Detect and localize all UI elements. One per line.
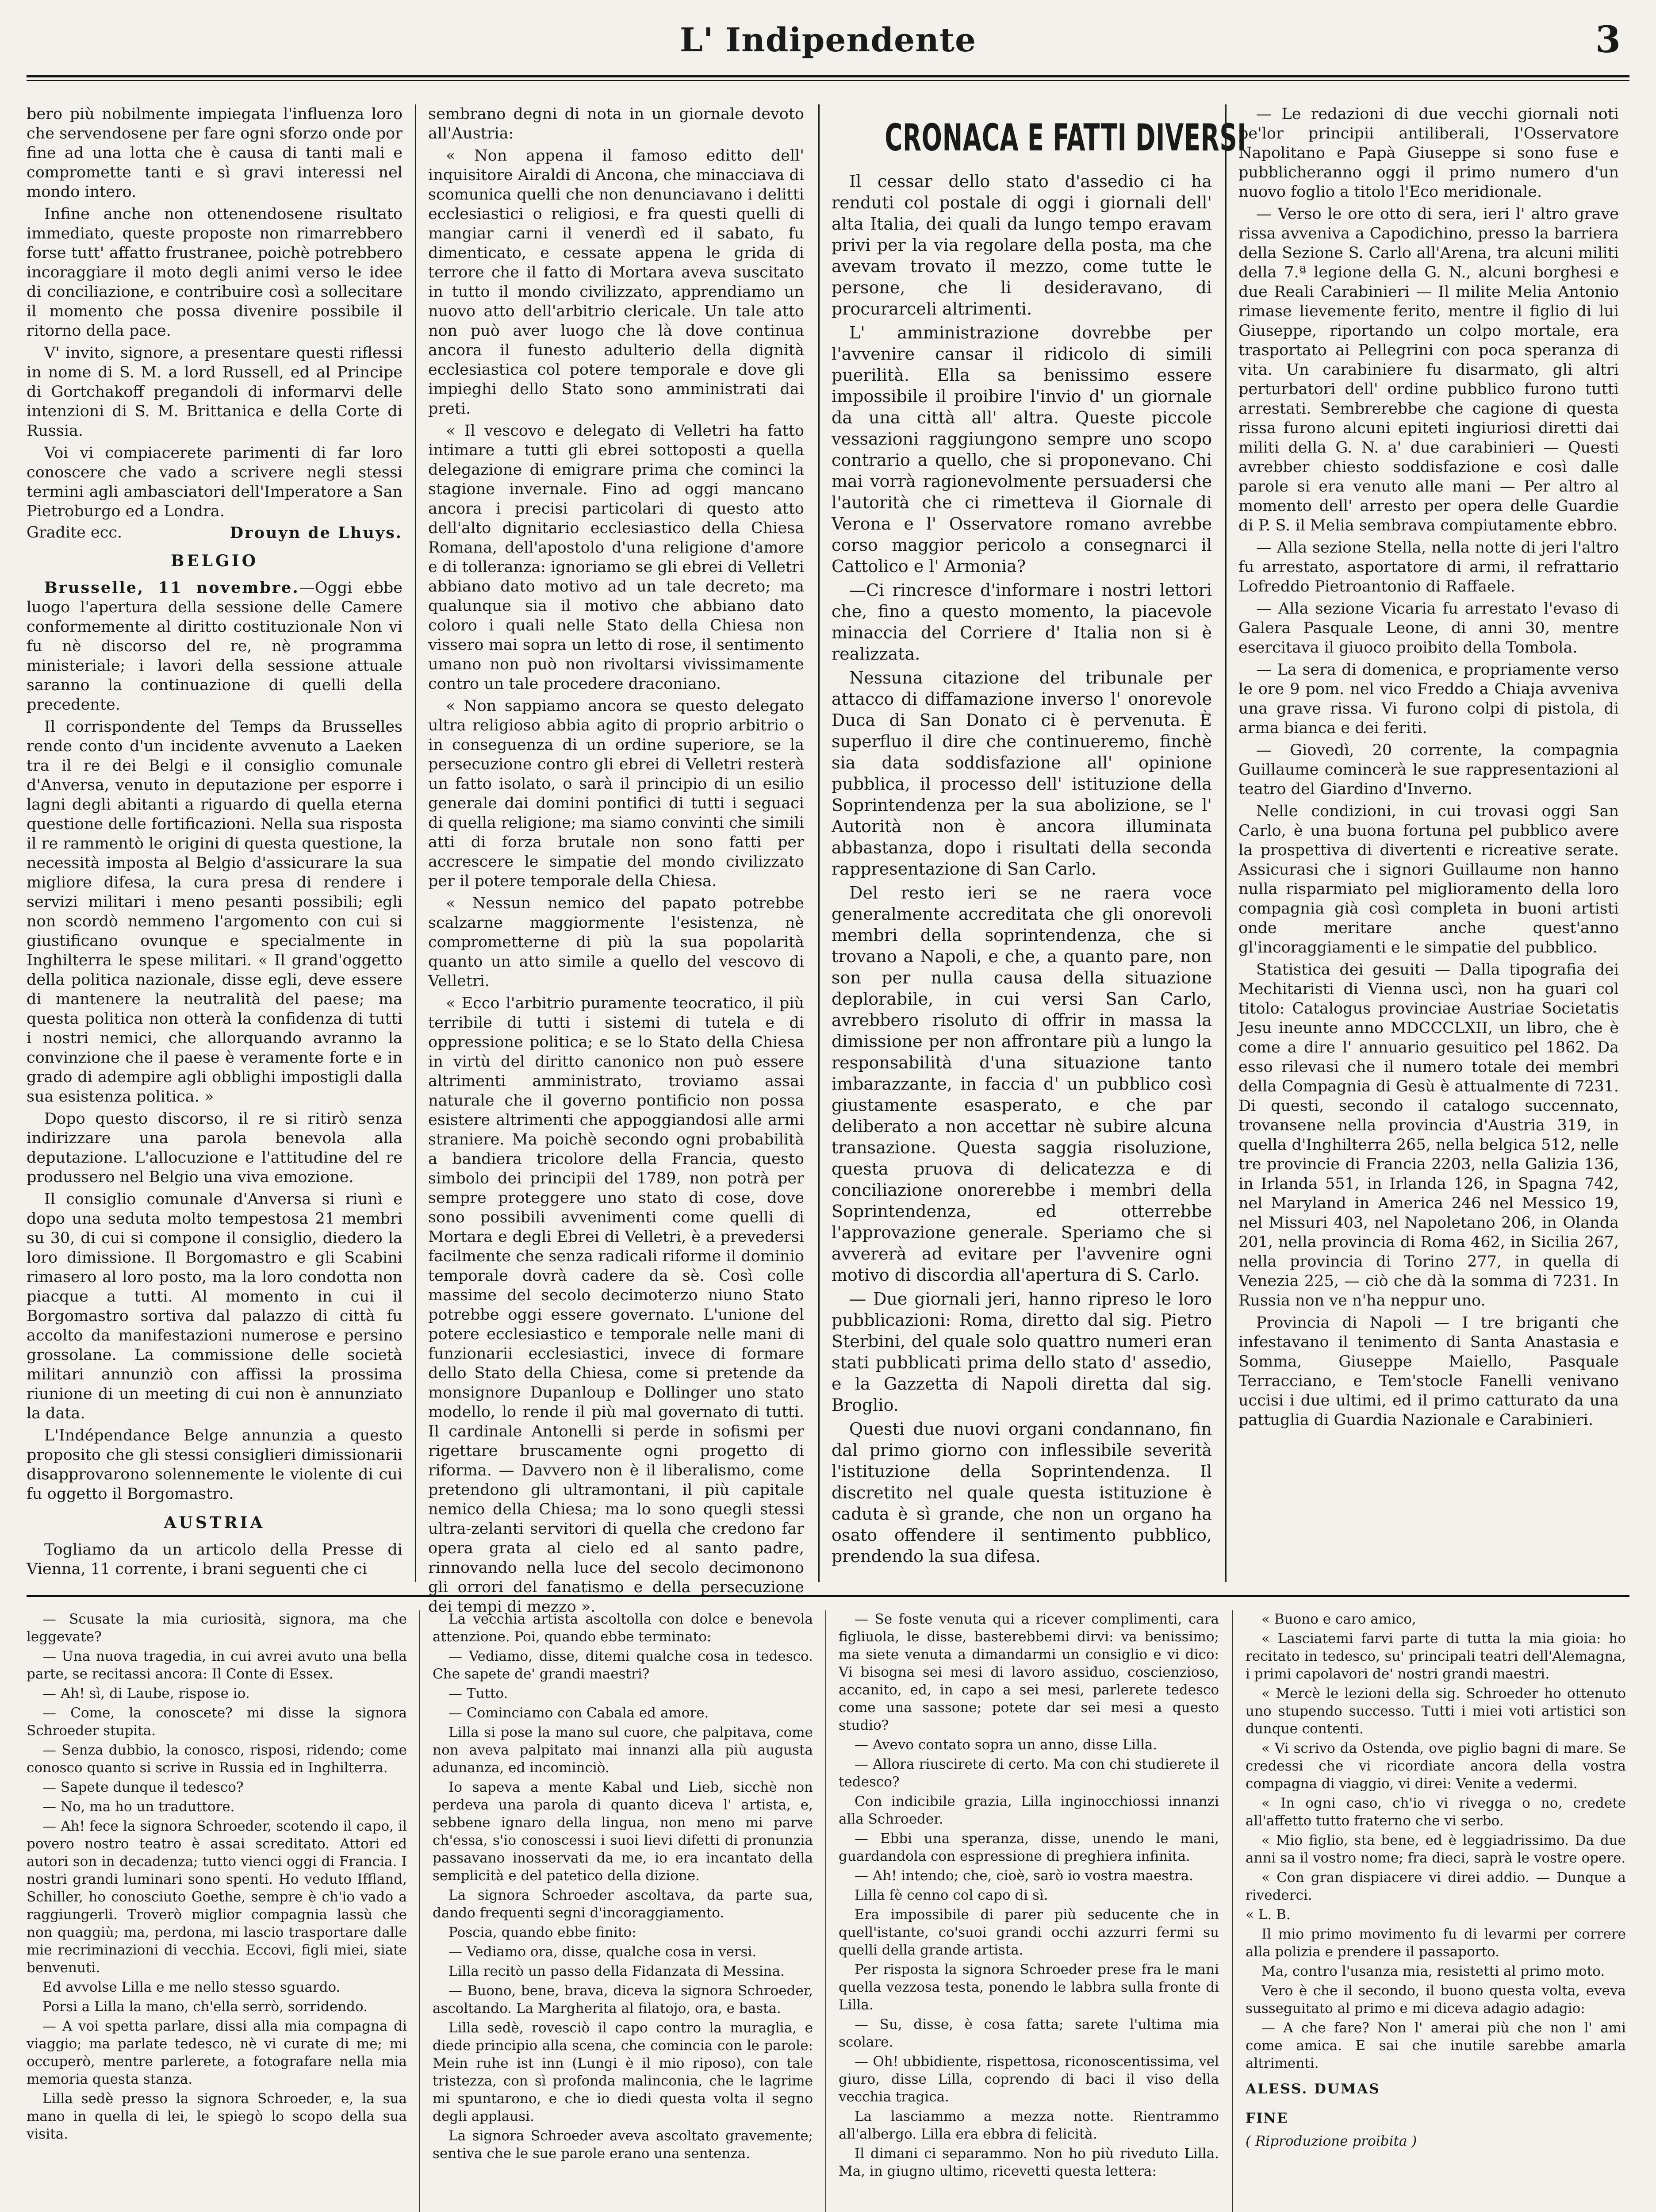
paragraph: Statistica dei gesuiti — Dalla tipografia dei Mechitaristi di Vienna uscì, non ha guari col titolo: Catalogus provinciae Austriae Societatis Jesu ineunte anno MDCCCLXII, un libro, che è come a dire l' annuario gesuitico pel 1862. Da esso rilevasi che il numero totale dei membri della Compagnia di Gesù è attualmente di 7231. Di questi, secondo il catalogo succennato, trovansene nella provincia d'Austria 319, in quella d'Inghilterra 265, nella belgica 512, nelle tre provincie di Francia 2203, nella Galizia 136, in Irlanda 551, in Irlanda 126, in Spagna 742, nel Maryland in America 246 nel Messico 19, nel Missuri 403, nel Napoletano 206, in Olanda 201, nella provincia di Roma 462, in Sicilia 267, nella provincia di Torino 277, in quella di Venezia 225, — ciò che dà la somma di 7231. In Russia non ve n'ha neppur uno. <box>1238 961 1619 1310</box>
paragraph: « Buono e caro amico, <box>1261 1611 1416 1627</box>
paragraph: « Mio figlio, sta bene, ed è leggiadrissimo. Da due anni sa il vostro nome; fra dieci, saprà le vostre opere. <box>1246 1832 1626 1866</box>
paragraph: — Ah! intendo; che, cioè, sarò io vostra maestra. <box>855 1868 1193 1884</box>
paragraph: Nelle condizioni, in cui trovasi oggi San Carlo, è una buona fortuna pel pubblico avere la prospettiva di divertenti e ricreative serate. Assicurasi che i signori Guillaume non hanno nulla risparmiato pel miglioramento della loro compagnia già così completa in buoni artisti onde meritare anche quest'anno gl'incoraggiamenti e le simpatie del pubblico. <box>1238 803 1619 956</box>
paragraph: Infine anche non ottenendosene risultato immediato, queste proposte non rimarrebbero forse tutt' affatto frustranee, poichè potrebbero incoraggiare il moto degli animi verso le idee di conciliazione, e contribuire così a sollecitare il momento che possa divenire possibile il ritorno della pace. <box>27 205 402 340</box>
upper-section <box>27 104 1629 1616</box>
paragraph: — Vediamo ora, disse, qualche cosa in versi. <box>448 1944 757 1960</box>
paragraph: — Ebbi una speranza, disse, unendo le mani, guardandola con espressione di preghiera infinita. <box>839 1831 1219 1864</box>
paragraph: — Allora riuscirete di certo. Ma con chi studierete il tedesco? <box>839 1756 1219 1790</box>
paragraph: — Tutto. <box>448 1686 508 1701</box>
paragraph: Ma, contro l'usanza mia, resistetti al primo moto. <box>1261 1963 1605 1979</box>
paragraph: L' amministrazione dovrebbe per l'avvenire cansar il ridicolo di simili puerilità. Ella sa benissimo essere impossibile il proibire l'invio d' un giornale da una città all' altra. Queste piccole vessazioni raggiungono sempre uno scopo contrario a quello, che si proponevano. Chi mai vorrà ragionevolmente persuadersi che l'autorità che ci rimetteva il Giornale di Verona e l' Osservatore romano avrebbe corso maggior pericolo a consegnarci il Cattolico e l' Armonia? <box>832 323 1212 576</box>
paragraph: — Le redazioni di due vecchi giornali noti pe'lor principii antiliberali, l'Osservatore Napolitano e Papà Giuseppe si sono fuse e pubblicheranno oggi il primo numero d'un nuovo foglio a titolo l'Eco meridionale. <box>1238 105 1619 201</box>
paragraph: La vecchia artista ascoltolla con dolce e benevola attenzione. Poi, quando ebbe terminato: <box>433 1611 813 1645</box>
paragraph: bero più nobilmente impiegata l'influenza loro che servendosene per fare ogni sforzo onde por fine ad una lotta che è causa di tanti mali e compromette tanti e sì gravi interessi nel mondo intero. <box>27 105 402 201</box>
paragraph: « Con gran dispiacere vi direi addio. — Dunque a rivederci. <box>1246 1870 1626 1903</box>
paragraph: L'Indépendance Belge annunzia a questo proposito che gli stessi consiglieri dimissionarii disapprovarono solennemente le violente di cui fu oggetto il Borgomastro. <box>27 1427 402 1503</box>
paragraph: « In ogni caso, ch'io vi rivegga o no, credete all'affetto tutto fraterno che vi serbo. <box>1246 1795 1626 1829</box>
paragraph: —Ci rincresce d'informare i nostri lettori che, fino a questo momento, la piacevole minaccia del Corriere d' Italia non si è realizzata. <box>832 580 1212 664</box>
column-divider <box>419 1610 420 2212</box>
paragraph <box>27 578 402 714</box>
paragraph: Con indicibile grazia, Lilla inginocchiossi innanzi alla Schroeder. <box>839 1793 1219 1827</box>
paragraph: « Non sappiamo ancora se questo delegato ultra religioso abbia agito di proprio arbitrio o in conseguenza di un ordine superiore, se la persecuzione contro gli ebrei di Velletri resterà un fatto isolato, o sarà il principio di un esilio generale dai domini pontifici di tutti i seguaci di quella religione; ma siamo convinti che simili atti di forza brutale non sono fatti per accrescere le simpatie del mondo civilizzato per il potere temporale della Chiesa. <box>428 697 804 890</box>
signature-line <box>27 524 402 542</box>
paragraph: Dopo questo discorso, il re si ritirò senza indirizzare una parola benevola alla deputazione. L'allocuzione e l'attitudine del re produssero nel Belgio una viva emozione. <box>27 1110 402 1186</box>
paragraph: — A voi spetta parlare, dissi alla mia compagna di viaggio; ma parlate tedesco, nè vi curate di me; mi occuperò, mentre parlerete, a fotografare nella mia memoria questa stanza. <box>27 2018 407 2087</box>
newspaper-page <box>27 18 1629 2212</box>
paragraph: Porsi a Lilla la mano, ch'ella serrò, sorridendo. <box>42 1999 368 2015</box>
paragraph: Io sapeva a mente Kabal und Lieb, sicchè non perdeva una parola di quanto diceva l' artista, e, sebbene ignaro della lingua, non meno mi parve ch'essa, s'io conoscessi i suoi lievi difetti di pronunzia passavano inosservati da me, io era incantato della semplicità e del patetico della dizione. <box>433 1779 813 1884</box>
paragraph: — Verso le ore otto di sera, ieri l' altro grave rissa avveniva a Capodichino, presso la barriera della Sezione S. Carlo all'Arena, tra alcuni militi della 7.ª legione della G. N., alcuni borghesi e due Reali Carabinieri — Il milite Melia Antonio rimase lievemente ferito, mentre il figlio di lui Giuseppe, riportando un colpo mortale, era trasportato ai Pellegrini con poca speranza di vita. Un carabiniere fu disarmato, gli altri perturbatori dell' ordine pubblico furono tutti arrestati. Sembrerebbe che cagione di questa rissa furono alcuni epiteti ingiuriosi diretti dai militi della G. N. a' due carabinieri — Questi avrebber chiesto soddisfazione e così dalle parole si era venuto alle mani — Per altro al momento dell' arresto per opera delle Guardie di P. S. il Melia sembrava compiutamente ebbro. <box>1238 205 1619 534</box>
paragraph: La signora Schroeder ascoltava, da parte sua, dando frequenti segni d'incoraggiamento. <box>433 1887 813 1921</box>
paragraph: Il cessar dello stato d'assedio ci ha renduti col postale di oggi i giornali dell' alta Italia, dei quali da lungo tempo eravam privi per la via regolare della posta, ma che avevam trovato il mezzo, come tutte le persone, che li desideravano, di procurarceli altrimenti. <box>832 172 1212 319</box>
feuilleton-column-2 <box>433 1610 813 2212</box>
paragraph: Voi vi compiacerete parimenti di far loro conoscere che vado a scrivere negli stessi termini agli ambasciatori dell'Imperatore a San Pietroburgo ed a Londra. <box>27 444 402 520</box>
paragraph: — Senza dubbio, la conosco, risposi, ridendo; come conosco quanto si scrive in Russia ed in Inghilterra. <box>27 1742 407 1776</box>
paragraph: Poscia, quando ebbe finito: <box>448 1924 636 1940</box>
end-marker: FINE <box>1246 2110 1288 2126</box>
dateline: Brusselle, 11 novembre. <box>44 579 299 597</box>
paragraph: — A che fare? Non l' amerai più che non l' ami come amica. E sai che inutile sarebbe amarla altrimenti. <box>1246 2020 1626 2071</box>
paragraph: Del resto ieri se ne raera voce generalmente accreditata che gli onorevoli membri della soprintendenza, che si trovano a Napoli, e che, a quanto pare, non son per nulla causa della situazione deplorabile, in cui versi San Carlo, avrebbero risoluto di offrir in massa la dimissione per non affrontare più a lungo la responsabilità d'una situazione tanto imbarazzante, in faccia d' un pubblico così giustamente esasperato, e che par deliberato a non accettar nè subire alcuna transazione. Questa saggia risoluzione, questa pruova di delicatezza e di conciliazione onorerebbe i membri della Soprintendenza, ed otterrebbe l'approvazione generale. Speriamo che si avvererà ad evitare per l'avvenire ogni motivo di discordia all'apertura di S. Carlo. <box>832 883 1212 1285</box>
signature: Drouyn de Lhuys. <box>230 524 402 542</box>
paragraph: « Il vescovo e delegato di Velletri ha fatto intimare a tutti gli ebrei sottoposti a quella delegazione di emigrare prima che cominci la stagione invernale. Fino ad oggi mancano ancora i precisi particolari di questo atto dell'alto dignitario ecclesiastico della Chiesa Romana, dell'apostolo d'una religione d'amore e di tolleranza: ignoriamo se gli ebrei di Velletri abbiano dato motivo ad un tale decreto; ma qualunque sia il motivo che abbiano dato coloro i quali nelle Stato della Chiesa non vissero mai sopra un letto di rose, il sentimento umano non può non rivoltarsi vivissimamente contro un tale procedere draconiano. <box>428 422 804 693</box>
paragraph: — Se foste venuta qui a ricever complimenti, cara figliuola, le disse, basterebbemi dirvi: va benissimo; ma siete venuta a dimandarmi un consiglio e vi dico: Vi bisogna sei mesi di lavoro assiduo, coscienzioso, accanito, ed, in capo a sei mesi, parlerete tedesco come una sassone; potete dar sei mesi a questo studio? <box>839 1611 1219 1733</box>
column-divider <box>825 1610 826 2212</box>
paragraph: — Oh! ubbidiente, rispettosa, riconoscentissima, vel giuro, disse Lilla, coprendo di baci il viso della vecchia tragica. <box>839 2054 1219 2105</box>
paragraph: — La sera di domenica, e propriamente verso le ore 9 pom. nel vico Freddo a Chiaja avveniva una grave rissa. Vi furono colpi di pistola, di arma bianca e dei feriti. <box>1238 661 1619 737</box>
paragraph: — Ah! sì, di Laube, rispose io. <box>42 1686 250 1701</box>
paragraph: Il consiglio comunale d'Anversa si riunì e dopo una seduta molto tempestosa 21 membri su 30, di cui si compone il consiglio, diedero la loro dimissione. Il Borgomastro e gli Scabini rimasero al loro posto, ma la loro condotta non piacque a tutti. Al momento in cui il Borgomastro sortiva dal palazzo di città fu accolto da manifestazioni numerose e persino grossolane. La commissione delle società militari annunziò con affissi la prossima riunione di un meeting di cui non è annunziato la data. <box>27 1190 402 1422</box>
paragraph: — Giovedì, 20 corrente, la compagnia Guillaume comincerà le sue rappresentazioni al teatro del Giardino d'Inverno. <box>1238 741 1619 798</box>
masthead-rule <box>27 75 1629 81</box>
column-divider <box>818 104 820 1582</box>
column-3 <box>832 104 1247 1582</box>
paragraph: — Due giornali jeri, hanno ripreso le loro pubblicazioni: Roma, diretto dal sig. Pietro Sterbini, del quale solo quattro numeri eran stati pubblicati prima dello stato d' assedio, e la Gazzetta di Napoli diretta dal sig. Broglio. <box>832 1289 1212 1415</box>
paragraph: Nessuna citazione del tribunale per attacco di diffamazione inverso l' onorevole Duca di San Donato ci è pervenuta. È superfluo il dire che continueremo, finchè sia data soddisfazione all' opinione pubblica, il processo dell' istituzione della Soprintendenza per la sua abolizione, se l' Autorità non è ancora illuminata abbastanza, dopo i risultati della seconda rappresentazione di San Carlo. <box>832 668 1212 879</box>
dateline-text: —Oggi ebbe luogo l'apertura della sessione delle Camere conformemente al diritto costituzionale Non vi fu nè discorso del re, nè programma ministeriale; i lavori della sessione attuale saranno la continuazione di quelli della precedente. <box>27 579 402 714</box>
paragraph: — Avevo contato sopra un anno, disse Lilla. <box>855 1737 1158 1753</box>
paragraph: — Buono, bene, brava, diceva la signora Schroeder, ascoltando. La Margherita al filatojo, ora, e basta. <box>433 1983 813 2016</box>
paragraph: V' invito, signore, a presentare questi riflessi in nome di S. M. a lord Russell, ed al Principe di Gortchakoff pregandoli di informarvi delle intenzioni di S. M. Brittanica e della Corte di Russia. <box>27 344 402 440</box>
paragraph: Il corrispondente del Temps da Brusselles rende conto d'un incidente avvenuto a Laeken tra il re dei Belgi e il consiglio comunale d'Anversa, venuto in deputazione per esporre i lagni degli abitanti a riguardo di quella eterna questione delle fortificazioni. Nella sua risposta il re rammentò le origini di questa questione, la necessità imposta al Belgio d'assicurare la sua migliore difesa, la cura presa di rendere i servizi militari i meno pesanti possibili; egli non scordò nemmeno l'argomento con cui si giustificano ovunque e specialmente in Inghilterra le spese militari. « Il grand'oggetto della politica nazionale, disse egli, deve essere di mantenere la neutralità del paese; ma questa politica non otterà la confidenza di tutti i nostri nemici, che allorquando avranno la convinzione che il paese è veramente forte e in grado di adempire agli obblighi impostigli dalla sua esistenza politica. » <box>27 718 402 1106</box>
paragraph: « Vi scrivo da Ostenda, ove piglio bagni di mare. Se credessi che vi ricordiate ancora della vostra compagna di viaggio, vi direi: Venite a vedermi. <box>1246 1740 1626 1792</box>
paragraph: — Ah! fece la signora Schroeder, scotendo il capo, il povero nostro teatro è assai screditato. Attori ed autori son in decadenza; tutto vienci oggi di Francia. I nostri grandi luminari sono spenti. Ho veduto Iffland, Schiller, ho conosciuto Goethe, sempre è ch'io vado a raggiungerli. Troverò miglior compagnia lassù che non quaggiù; ma, perdona, mi lascio trasportare dalle mie recriminazioni di vecchia. Eccovi, figli miei, siate benvenuti. <box>27 1818 407 1976</box>
feuilleton-column-3 <box>839 1610 1219 2212</box>
paragraph: — Una nuova tragedia, in cui avrei avuto una bella parte, se recitassi ancora: Il Conte di Essex. <box>27 1648 407 1682</box>
cronaca-title: CRONACA E FATTI DIVERSI <box>885 116 1247 159</box>
paragraph: — Su, disse, è cosa fatta; sarete l'ultima mia scolare. <box>839 2016 1219 2050</box>
section-heading-austria: AUSTRIA <box>164 1513 265 1532</box>
paragraph: — Come, la conoscete? mi disse la signora Schroeder stupita. <box>27 1705 407 1739</box>
paragraph: Il mio primo movimento fu di levarmi per correre alla polizia e prendere il passaporto. <box>1246 1926 1626 1960</box>
masthead-title: L' Indipendente <box>679 21 977 59</box>
paragraph: Per risposta la signora Schroeder prese fra le mani quella vezzosa testa, ponendo le labbra sulla fronte di Lilla. <box>839 1962 1219 2013</box>
section-heading-belgio: BELGIO <box>170 552 259 570</box>
paragraph: « Ecco l'arbitrio puramente teocratico, il più terribile di tutti i sistemi di tutela e di oppressione politica; e se lo Stato della Chiesa in virtù del diritto canonico non può essere altrimenti amministrato, troviamo assai naturale che il governo pontificio non possa esistere altrimenti che appoggiandosi alle armi straniere. Ma poichè secondo ogni probabilità a bandiera tricolore della Francia, questo simbolo dei principii del 1789, non potrà per sempre proteggere uno stato di cose, dove sono possibili avvenimenti come quelli di Mortara e degli Ebrei di Velletri, è a prevedersi facilmente che senza radicali riforme il dominio temporale dovrà cadere da sè. Così colle massime del secolo decimoterzo niuno Stato potrebbe oggi essere governato. L'unione del potere ecclesiastico e temporale nelle mani di funzionarii ecclesiastici, invece di formare dello Stato della Chiesa, come si pretende da monsignore Dupanloup e Dollinger uno stato modello, lo rende il più mal governato di tutti. Il cardinale Antonelli si perde in sofismi per rigettare bruscamente ogni progetto di riforma. — Davvero non è il liberalismo, come pretendono gli ultramontani, il più capitale nemico della Chiesa; ma lo sono quegli stessi ultra-zelanti servitori di quella che credono far opera grata al cielo ed al santo padre, rinnovando nella luce del secolo decimonono gli orrori del fanatismo e della persecuzione dei tempi di mezzo ». <box>428 995 804 1616</box>
column-1 <box>27 104 402 1582</box>
feuilleton-column-1 <box>27 1610 407 2212</box>
greeting: Gradite ecc. <box>27 524 123 541</box>
paragraph: La signora Schroeder aveva ascoltato gravemente; sentiva che le sue parole erano una sentenza. <box>433 2128 813 2162</box>
paragraph: « Mercè le lezioni della sig. Schroeder ho ottenuto uno stupendo successo. Tutti i miei voti artistici son dunque contenti. <box>1246 1686 1626 1737</box>
paragraph: — Sapete dunque il tedesco? <box>42 1779 244 1795</box>
paragraph: — Alla sezione Stella, nella notte di jeri l'altro fu arrestato, asportatore di armi, il refrattario Lofreddo Pietroantonio di Raffaele. <box>1238 539 1619 595</box>
paragraph: Vero è che il secondo, il buono questa volta, eveva susseguitato al primo e mi diceva adagio adagio: <box>1246 1983 1626 2016</box>
paragraph: — Scusate la mia curiosità, signora, ma che leggevate? <box>27 1611 407 1645</box>
paragraph: — No, ma ho un traduttore. <box>42 1799 235 1815</box>
author-signature: ALESS. DUMAS <box>1246 2081 1380 2097</box>
paragraph: Lilla fè cenno col capo di sì. <box>855 1887 1048 1903</box>
paragraph: Lilla sedè presso la signora Schroeder, e, la sua mano in quella di lei, le spiegò lo scopo della sua visita. <box>27 2091 407 2142</box>
feuilleton-column-4 <box>1246 1610 1626 2212</box>
paragraph: Lilla sedè, rovesciò il capo contro la muraglia, e diede principio alla scena, che comincia con le parole: Mein ruhe ist inn (Lungi è il mio riposo), con tale tristezza, con sì profonda malinconia, che le lagrime mi spuntarono, e che io diedi questa volta il segno degli applausi. <box>433 2020 813 2124</box>
paragraph: Questi due nuovi organi condannano, fin dal primo giorno con inflessibile severità l'istituzione della Soprintendenza. Il discretito nel quale questa istituzione è caduta è sì grande, che non un organo ha osato offendere il sentimento pubblico, prendendo la sua difesa. <box>832 1419 1212 1566</box>
column-divider <box>1225 104 1227 1582</box>
paragraph: « Nessun nemico del papato potrebbe scalzarne maggiormente l'esistenza, nè comprometterne di più la sua popolarità quanto un atto simile a quello del vescovo di Velletri. <box>428 895 804 990</box>
paragraph: Lilla si pose la mano sul cuore, che palpitava, come non aveva palpitato mai innanzi alla più augusta adunanza, ed incominciò. <box>433 1724 813 1776</box>
paragraph: Provincia di Napoli — I tre briganti che infestavano il tenimento di Santa Anastasia e Somma, Giuseppe Maiello, Pasquale Terracciano, e Tem'stocle Fanelli venivano uccisi i due ultimi, ed il primo catturato da una pattuglia di Guardia Nazionale e Carabinieri. <box>1238 1314 1619 1429</box>
paragraph: — Cominciamo con Cabala ed amore. <box>448 1705 709 1721</box>
paragraph: — Vediamo, disse, ditemi qualche cosa in tedesco. Che sapete de' grandi maestri? <box>433 1648 813 1682</box>
paragraph: Il dimani ci separammo. Non ho più riveduto Lilla. Ma, in giugno ultimo, ricevetti questa lettera: <box>839 2146 1219 2179</box>
paragraph: Lilla recitò un passo della Fidanzata di Messina. <box>448 1963 785 1979</box>
paragraph: « Non appena il famoso editto dell' inquisitore Airaldi di Ancona, che minacciava di scomunica quelli che non denunciavano i delitti ecclesiastici o religiosi, e fra questi quelli di mangiar carni il venerdì ed il sabato, fu dimenticato, e cessate appena le grida di terrore che il fatto di Mortara aveva suscitato in tutto il mondo civilizzato, apprendiamo un nuovo atto dell'arbitrio clericale. Un tale atto non può aver luogo che là dove continua ancora il funesto adulterio della dignità ecclesiastica col potere temporale e dove gli impieghi dello Stato sono amministrati dai preti. <box>428 147 804 418</box>
paragraph: Togliamo da un articolo della Presse di Vienna, 11 corrente, i brani seguenti che ci <box>27 1541 402 1578</box>
reproduction-notice: ( Riproduzione proibita ) <box>1246 2133 1417 2149</box>
column-divider <box>1232 1610 1233 2212</box>
column-divider <box>415 104 416 1582</box>
paragraph: « Lasciatemi farvi parte di tutta la mia gioia: ho recitato in tedesco, su' principali teatri dell'Alemagna, i primi capolavori de' nostri grandi maestri. <box>1246 1631 1626 1682</box>
column-4 <box>1238 104 1619 1582</box>
paragraph: — Alla sezione Vicaria fu arrestato l'evaso di Galera Pasquale Leone, di anni 30, mentre esercitava il giuoco proibito della Tombola. <box>1238 600 1619 657</box>
paragraph: Ed avvolse Lilla e me nello stesso sguardo. <box>42 1979 341 1995</box>
paragraph: Era impossibile di parer più seducente che in quell'istante, co'suoi grandi occhi azzurri fermi su quelli della grande artista. <box>839 1907 1219 1958</box>
column-2 <box>428 104 804 1616</box>
letter-signature: « L. B. <box>1246 1907 1291 1923</box>
feuilleton-section <box>27 1610 1629 2212</box>
feuilleton-separator <box>27 1595 1629 1597</box>
paragraph: sembrano degni di nota in un giornale devoto all'Austria: <box>428 105 804 142</box>
paragraph: La lasciammo a mezza notte. Rientrammo all'albergo. Lilla era ebbra di felicità. <box>839 2108 1219 2142</box>
page-number: 3 <box>1595 19 1621 61</box>
masthead <box>27 18 1629 71</box>
